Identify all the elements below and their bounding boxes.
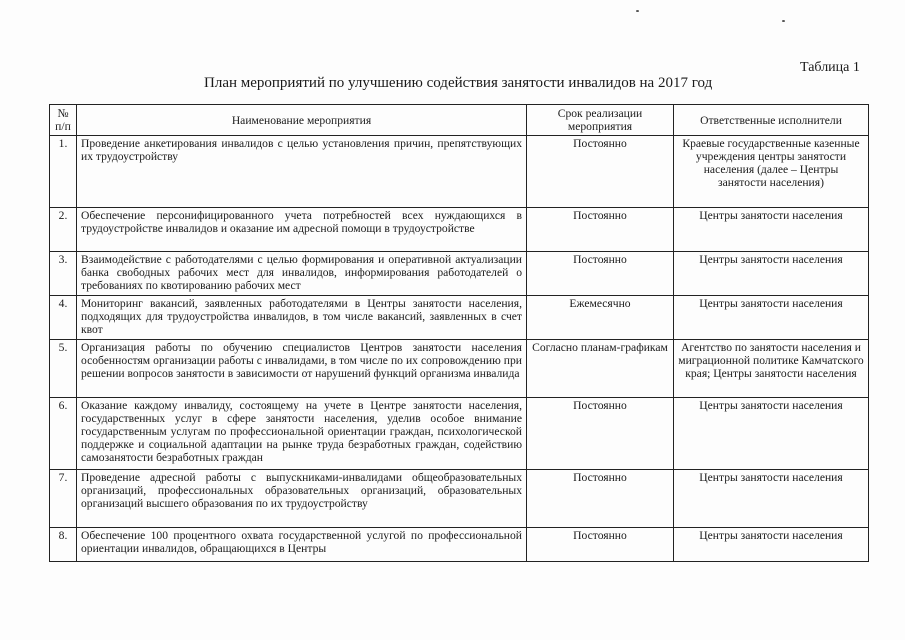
row-number: 8.: [50, 528, 77, 562]
activity-name: Обеспечение персонифицированного учета потребностей всех нуждающихся в трудоустройстве инвалидов и оказание им адресной помощи в трудоустройстве: [77, 208, 527, 252]
row-number: 5.: [50, 340, 77, 398]
scan-speck: [636, 10, 639, 12]
table-row: [50, 528, 869, 562]
row-number: 2.: [50, 208, 77, 252]
plan-table: [49, 104, 869, 562]
activity-term: Постоянно: [527, 398, 674, 470]
table-row: [50, 340, 869, 398]
activity-responsible: Центры занятости населения: [674, 398, 869, 470]
table-label: Таблица 1: [800, 60, 860, 75]
activity-name: Организация работы по обучению специалистов Центров занятости населения особенностям организации работы с инвалидами, в том числе по их сопровождению при решении вопросов занятости в зависимости от нарушений функций организма инвалида: [77, 340, 527, 398]
activity-name: Проведение анкетирования инвалидов с целью установления причин, препятствующих их трудоустройству: [77, 136, 527, 208]
activity-term: Постоянно: [527, 528, 674, 562]
activity-term: Согласно планам-графикам: [527, 340, 674, 398]
row-number: 4.: [50, 296, 77, 340]
table-row: [50, 252, 869, 296]
activity-responsible: Центры занятости населения: [674, 208, 869, 252]
row-number: 1.: [50, 136, 77, 208]
activity-name: Оказание каждому инвалиду, состоящему на учете в Центре занятости населения, государственных услуг в сфере занятости населения, уделив особое внимание государственным услугам по профессиональной ориентации граждан, психологической поддержке и социальной адаптации на рынке труда безработных граждан, содействию самозанятости безработных граждан: [77, 398, 527, 470]
activity-term: Постоянно: [527, 252, 674, 296]
table-row: [50, 208, 869, 252]
activity-responsible: Центры занятости населения: [674, 528, 869, 562]
header-number: № п/п: [50, 105, 77, 136]
activity-term: Постоянно: [527, 136, 674, 208]
activity-responsible: Агентство по занятости населения и миграционной политике Камчатского края; Центры занятости населения: [674, 340, 869, 398]
activity-name: Мониторинг вакансий, заявленных работодателями в Центры занятости населения, подходящих для трудоустройства инвалидов, в том числе вакансий, заявленных в счет квот: [77, 296, 527, 340]
activity-term: Ежемесячно: [527, 296, 674, 340]
header-activity-name: Наименование мероприятия: [77, 105, 527, 136]
activity-responsible: Центры занятости населения: [674, 252, 869, 296]
row-number: 6.: [50, 398, 77, 470]
table-row: [50, 296, 869, 340]
header-term: Срок реализации мероприятия: [527, 105, 674, 136]
activity-responsible: Центры занятости населения: [674, 296, 869, 340]
activity-name: Взаимодействие с работодателями с целью формирования и оперативной актуализации банка свободных рабочих мест для инвалидов, информирования работодателей о требованиях по квотированию рабочих мест: [77, 252, 527, 296]
activity-name: Проведение адресной работы с выпускниками-инвалидами общеобразовательных организаций, профессиональных образовательных организаций, образовательных организаций высшего образования по их трудоустройству: [77, 470, 527, 528]
scan-speck: [782, 20, 785, 22]
activity-term: Постоянно: [527, 470, 674, 528]
activity-name: Обеспечение 100 процентного охвата государственной услугой по профессиональной ориентации инвалидов, обращающихся в Центры: [77, 528, 527, 562]
activity-responsible: Краевые государственные казенные учреждения центры занятости населения (далее – Центры занятости населения): [674, 136, 869, 208]
row-number: 7.: [50, 470, 77, 528]
document-title: План мероприятий по улучшению содействия занятости инвалидов на 2017 год: [204, 75, 713, 91]
table-row: [50, 136, 869, 208]
row-number: 3.: [50, 252, 77, 296]
table-row: [50, 470, 869, 528]
activity-term: Постоянно: [527, 208, 674, 252]
header-responsible: Ответственные исполнители: [674, 105, 869, 136]
activity-responsible: Центры занятости населения: [674, 470, 869, 528]
table-header-row: [50, 105, 869, 136]
table-row: [50, 398, 869, 470]
